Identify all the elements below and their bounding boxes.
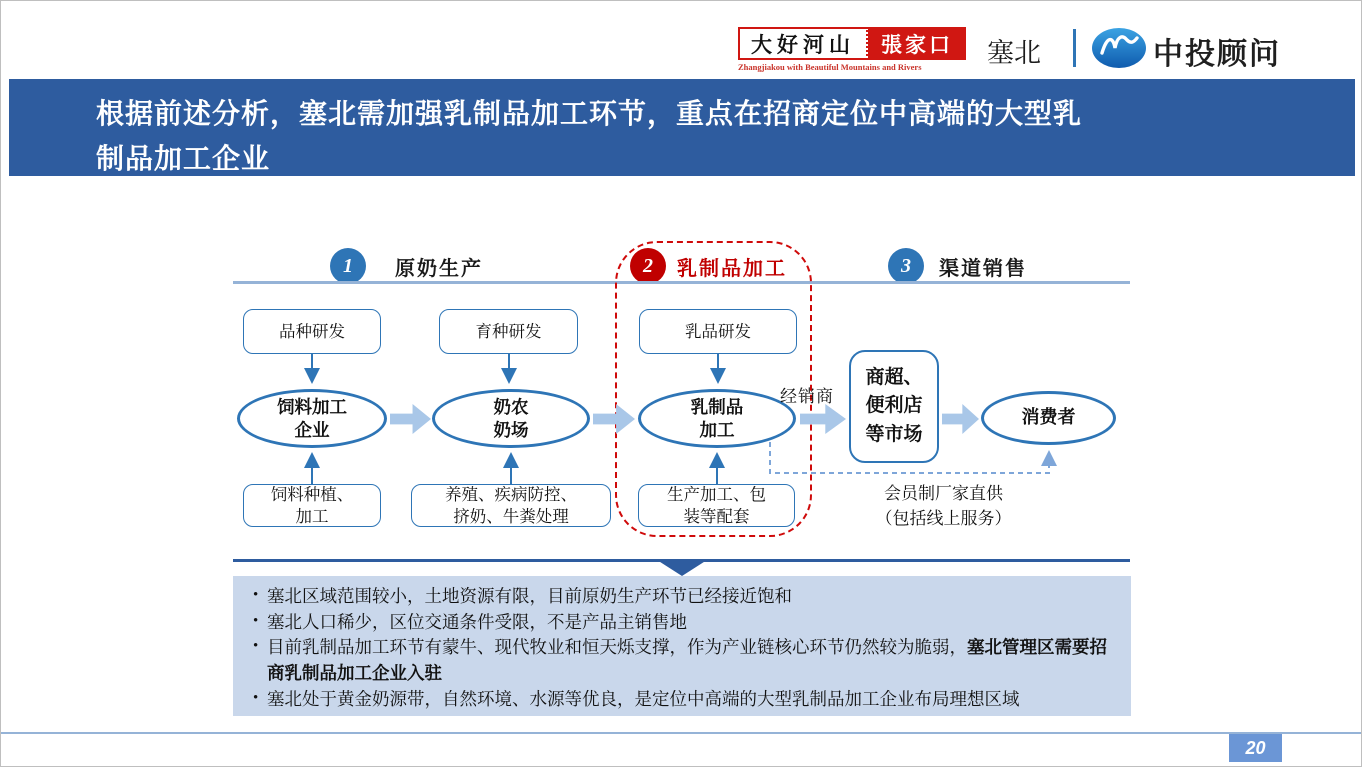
bottom-box-1-line1: 饲料种植、 (270, 485, 354, 505)
market-box (849, 350, 939, 463)
bottom-box-production-packaging (638, 484, 795, 527)
top-box-breed-rd: 品种研发 (243, 309, 381, 354)
region-label: 塞北 (987, 38, 1041, 68)
stage-3-number-badge: 3 (888, 248, 924, 284)
ellipse-feed-line2: 企业 (294, 419, 330, 440)
bottom-box-2-line1: 养殖、疾病防控、 (445, 485, 577, 505)
zhangjiakou-logo-right-text: 張家口 (868, 27, 966, 60)
stage-2-number-badge: 2 (630, 248, 666, 284)
ellipse-farm-line1: 奶农 (493, 396, 529, 417)
zhangjiakou-logo (738, 27, 968, 72)
summary-bullet-list (251, 584, 1109, 713)
ellipse-feed-line1: 饲料加工 (277, 396, 347, 417)
footer-line (1, 732, 1362, 734)
zhangjiakou-logo-tagline: Zhangjiakou with Beautiful Mountains and Rivers (738, 62, 922, 72)
stage-2-label: 乳制品加工 (677, 258, 787, 280)
summary-bullet (251, 635, 1109, 686)
direct-supply-line2: （包括线上服务） (875, 508, 1012, 528)
direct-supply-line1: 会员制厂家直供 (884, 484, 1003, 503)
zhangjiakou-logo-left-text: 大好河山 (738, 27, 868, 60)
bullet-bold-text: 塞北管理区需要招商乳制品加工企业入驻 (267, 637, 1107, 684)
slide-title: 根据前述分析，塞北需加强乳制品加工环节，重点在招商定位中高端的大型乳制品加工企业 (96, 99, 1083, 176)
market-box-line2: 便利店 (865, 395, 923, 417)
summary-bullet (251, 610, 1109, 636)
ellipse-processing-line2: 加工 (699, 419, 735, 440)
ellipse-dairy-processing (638, 389, 796, 448)
ellipse-consumer: 消费者 (981, 391, 1116, 445)
ellipse-farm-line2: 奶场 (493, 419, 529, 440)
bullet-text: 塞北处于黄金奶源带，自然环境、水源等优良，是定位中高端的大型乳制品加工企业布局理想区域 (267, 688, 1020, 709)
flow-arrow-right-icon (942, 404, 979, 434)
top-box-seed-rd: 育种研发 (439, 309, 578, 354)
title-banner (9, 79, 1355, 176)
summary-bullet (251, 687, 1109, 713)
stage-1-label: 原奶生产 (395, 258, 483, 280)
bottom-box-3-line1: 生产加工、包 (667, 485, 766, 505)
bottom-box-feed-planting (243, 484, 381, 527)
bottom-box-breeding (411, 484, 611, 527)
stage-1-number-badge: 1 (330, 248, 366, 284)
bullet-text: 目前乳制品加工环节有蒙牛、现代牧业和恒天烁支撑，作为产业链核心环节仍然较为脆弱， (267, 637, 967, 658)
page-number-badge: 20 (1229, 734, 1282, 762)
ellipse-processing-line1: 乳制品 (690, 396, 744, 417)
down-triangle-icon (657, 560, 707, 576)
bullet-text: 塞北人口稀少，区位交通条件受限，不是产品主销售地 (267, 611, 687, 632)
bottom-box-1-line2: 加工 (295, 506, 329, 526)
ellipse-dairy-farm (432, 389, 590, 448)
top-box-dairy-rd: 乳品研发 (639, 309, 797, 354)
ellipse-feed-processing (237, 389, 387, 448)
cic-logo-icon (1091, 26, 1147, 70)
market-box-line3: 等市场 (865, 423, 923, 445)
distributor-label: 经销商 (780, 387, 834, 406)
summary-bullet (251, 584, 1109, 610)
bottom-box-3-line2: 装等配套 (683, 506, 750, 526)
summary-box (233, 576, 1131, 716)
direct-supply-label (841, 482, 1046, 531)
flow-arrow-right-icon (390, 404, 431, 434)
stage-3-label: 渠道销售 (939, 258, 1027, 280)
bottom-box-2-line2: 挤奶、牛粪处理 (453, 506, 569, 526)
bullet-text: 塞北区域范围较小，土地资源有限，目前原奶生产环节已经接近饱和 (267, 586, 792, 606)
header-divider (1073, 29, 1076, 67)
cic-logo-text: 中投顾问 (1153, 38, 1281, 71)
market-box-line1: 商超、 (865, 366, 923, 388)
